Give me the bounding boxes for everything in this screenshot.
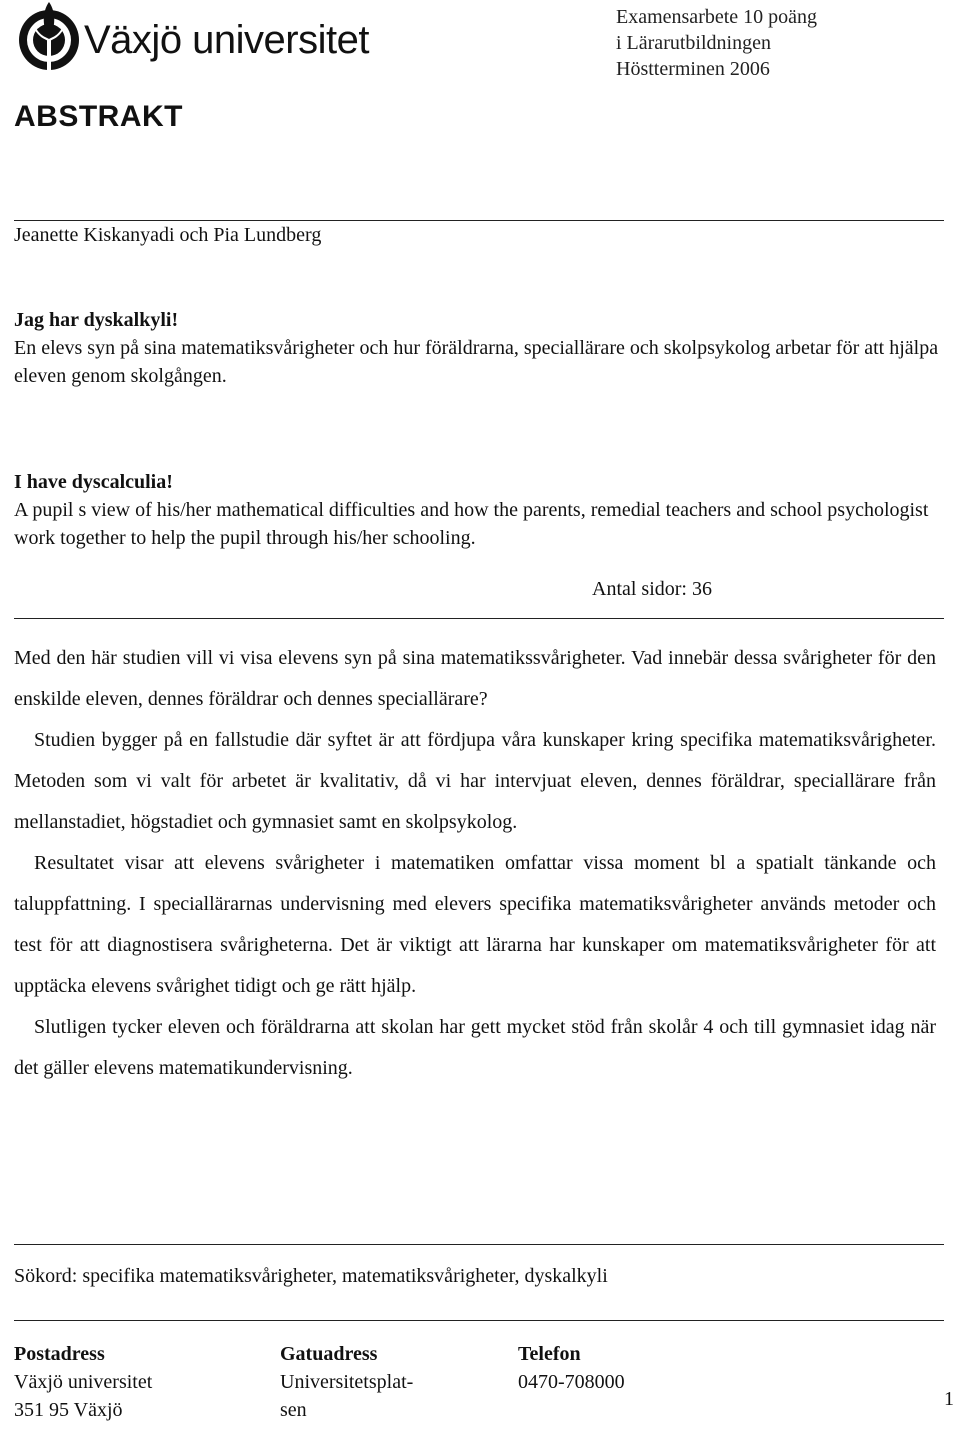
divider — [14, 220, 944, 221]
phone — [518, 1340, 625, 1396]
divider — [14, 618, 944, 619]
abstract-body — [14, 638, 936, 1089]
swedish-subtitle: En elevs syn på sina matematiksvårigheter och hur föräldrarna, speciallärare och skolpsykolog arbetar för att hjälpa eleven genom skolgången. — [14, 337, 939, 387]
divider — [14, 1244, 944, 1245]
body-paragraph: Resultatet visar att elevens svårigheter i matematiken omfattar vissa moment bl a spatialt tänkande och taluppfattning. I speciallärarnas undervisning med elevers specifika matematiksvårigheter används metoder och test för att diagnostisera svårigheterna. Det är viktigt att lärarna har kunskaper om matematiksvårigheter för att upptäcka elevens svårighet tidigt och ge rätt hjälp. — [14, 852, 936, 997]
meta-line-3: Höstterminen 2006 — [616, 58, 770, 80]
postal-address-line: Växjö universitet — [14, 1371, 153, 1393]
english-title: I have dyscalculia! — [14, 471, 173, 493]
english-subtitle: A pupil s view of his/her mathematical difficulties and how the parents, remedial teachers and school psychologist work together to help the pupil through his/her schooling. — [14, 499, 929, 549]
postal-address-heading: Postadress — [14, 1343, 105, 1365]
street-address-heading: Gatuadress — [280, 1343, 378, 1365]
phone-number: 0470-708000 — [518, 1371, 625, 1393]
street-address — [280, 1340, 413, 1424]
english-title-block — [14, 468, 944, 552]
meta-line-1: Examensarbete 10 poäng — [616, 6, 818, 28]
thesis-meta — [616, 4, 817, 82]
postal-address-line: 351 95 Växjö — [14, 1399, 123, 1421]
postal-address — [14, 1340, 152, 1424]
university-name: Växjö universitet — [84, 18, 369, 62]
street-address-line: sen — [280, 1399, 307, 1421]
page-number: 1 — [944, 1388, 954, 1410]
street-address-line: Universitetsplat- — [280, 1371, 414, 1393]
abstract-heading: ABSTRAKT — [14, 100, 183, 133]
body-paragraph: Slutligen tycker eleven och föräldrarna att skolan har gett mycket stöd från skolår 4 och till gymnasiet idag när det gäller elevens matematikundervisning. — [14, 1016, 936, 1079]
swedish-title: Jag har dyskalkyli! — [14, 309, 179, 331]
phone-heading: Telefon — [518, 1343, 581, 1365]
page-count: Antal sidor: 36 — [592, 578, 712, 600]
swedish-title-block — [14, 306, 944, 390]
meta-line-2: i Lärarutbildningen — [616, 32, 771, 54]
body-paragraph: Studien bygger på en fallstudie där syftet är att fördjupa våra kunskaper kring specifika matematiksvårigheter. Metoden som vi valt för arbetet är kvalitativ, då vi har intervjuat eleven, dennes föräldrar, speciallärare från mellanstadiet, högstadiet och gymnasiet samt en skolpsykolog. — [14, 729, 936, 833]
keywords: Sökord: specifika matematiksvårigheter, matematiksvårigheter, dyskalkyli — [14, 1265, 608, 1287]
authors: Jeanette Kiskanyadi och Pia Lundberg — [14, 224, 322, 246]
divider — [14, 1320, 944, 1321]
body-paragraph: Med den här studien vill vi visa elevens syn på sina matematikssvårigheter. Vad innebär dessa svårigheter för den enskilde eleven, dennes föräldrar och dennes speciallärare? — [14, 647, 936, 710]
university-seal-icon — [14, 0, 84, 74]
